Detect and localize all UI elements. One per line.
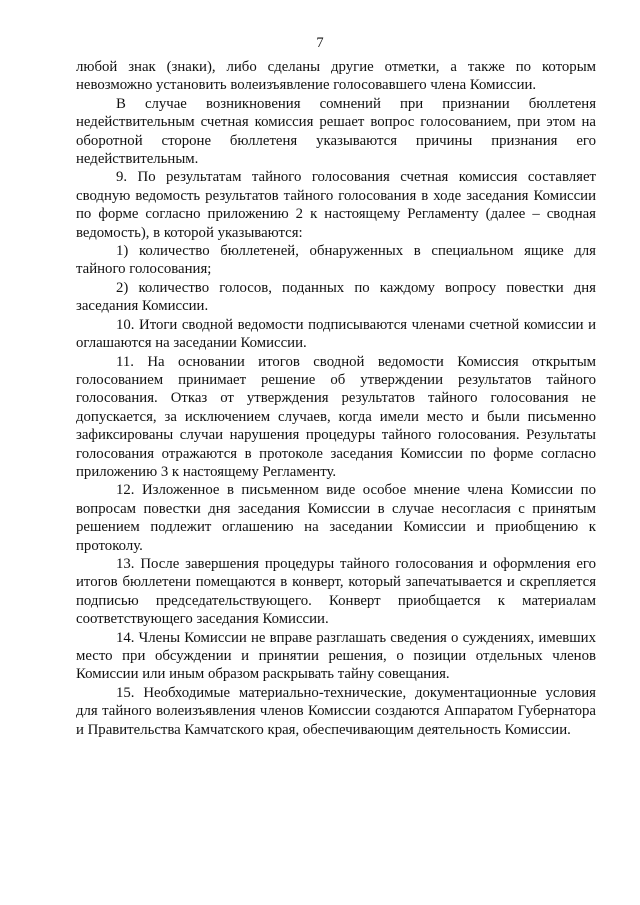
paragraph-13: 13. После завершения процедуры тайного голосования и оформления его итогов бюллетени помещаются в конверт, который запечатывается и скрепляется подписью председательствующего. Конверт приобщается к материалам соответствующего заседания Комиссии.: [76, 555, 596, 628]
paragraph-11: 11. На основании итогов сводной ведомости Комиссия открытым голосованием принимает решение об утверждении результатов тайного голосования. Отказ от утверждения результатов тайного голосования не допускается, за исключением случаев, когда имели место и были письменно зафиксированы случаи нарушения процедуры тайного голосования. Результаты голосования отражаются в протоколе заседания Комиссии по форме согласно приложению 3 к настоящему Регламенту.: [76, 353, 596, 480]
paragraph-14: 14. Члены Комиссии не вправе разглашать сведения о суждениях, имевших место при обсуждении и принятии решения, о позиции отдельных членов Комиссии или иным образом раскрывать тайну совещания.: [76, 629, 596, 683]
paragraph-12: 12. Изложенное в письменном виде особое мнение члена Комиссии по вопросам повестки дня заседания Комиссии в случае несогласия с принятым решением подлежит оглашению на заседании Комиссии и приобщению к протоколу.: [76, 482, 596, 554]
paragraph-15: 15. Необходимые материально-технические, документационные условия для тайного волеизъявления членов Комиссии создаются Аппаратом Губернатора и Правительства Камчатского края, обеспечивающим деятельность Комиссии.: [76, 684, 596, 738]
paragraph-9-item-1: 1) количество бюллетеней, обнаруженных в специальном ящике для тайного голосования;: [76, 243, 596, 278]
paragraph-10: 10. Итоги сводной ведомости подписываются членами счетной комиссии и оглашаются на заседании Комиссии.: [76, 316, 596, 352]
page-number: 7: [316, 35, 324, 51]
paragraph-continuation: любой знак (знаки), либо сделаны другие отметки, а также по которым невозможно установить волеизъявление голосовавшего члена Комиссии.: [76, 59, 596, 94]
document-body: [76, 58, 596, 739]
paragraph-9-item-2: 2) количество голосов, поданных по каждому вопросу повестки дня заседания Комиссии.: [76, 279, 596, 315]
paragraph-9: 9. По результатам тайного голосования счетная комиссия составляет сводную ведомость результатов тайного голосования в ходе заседания Комиссии по форме согласно приложению 2 к настоящему Регламенту (далее – сводная ведомость), в которой указываются:: [76, 169, 596, 241]
paragraph-invalid-ballot-doubts: В случае возникновения сомнений при признании бюллетеня недействительным счетная комиссия решает вопрос голосованием, при этом на оборотной стороне бюллетеня указываются причины признания его недействительным.: [76, 95, 596, 168]
